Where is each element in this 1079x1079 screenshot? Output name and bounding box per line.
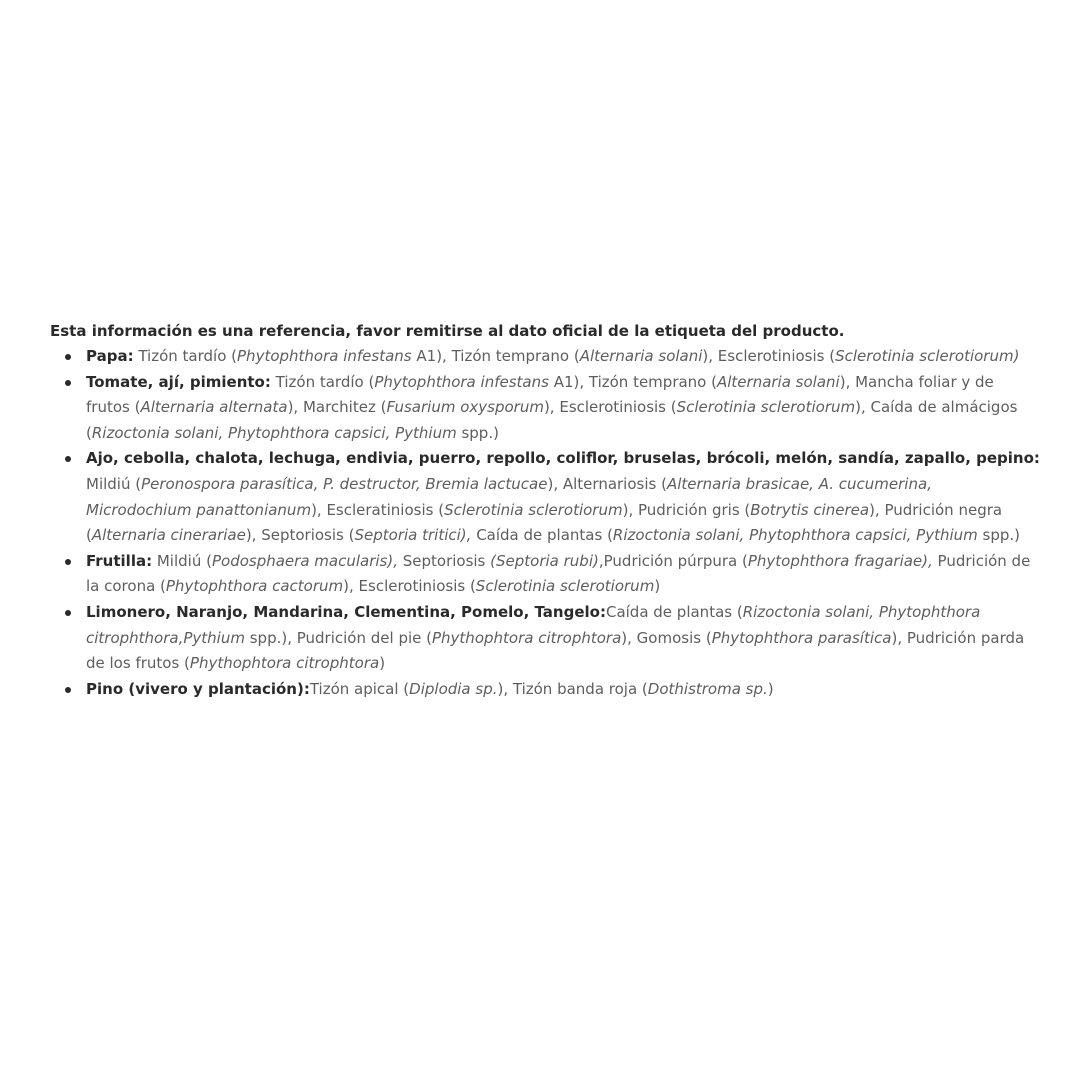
crop-disease-list [50, 344, 1040, 702]
bullet-icon [65, 354, 71, 360]
disease-text: Mildiú (Podosphaera macularis), Septoriosis (Septoria rubi),Pudrición púrpura (Phytophthora fragariae), Pudrición de la corona (Phytophthora cactorum), Esclerotiniosis (Sclerotinia sclerotiorum) [86, 551, 1031, 596]
crop-name: Pino (vivero y plantación): [86, 679, 310, 698]
list-item [50, 370, 1040, 447]
disease-text: Tizón tardío (Phytophthora infestans A1), Tizón temprano (Alternaria solani), Esclerotiniosis (Sclerotinia sclerotiorum) [133, 347, 1020, 365]
list-item [50, 446, 1040, 548]
disclaimer-heading: Esta información es una referencia, favor remitirse al dato oficial de la etiqueta del producto. [50, 322, 845, 340]
list-item [50, 600, 1040, 677]
crop-name: Tomate, ají, pimiento: [86, 372, 271, 391]
bullet-icon [65, 687, 71, 693]
crop-name: Frutilla: [86, 551, 153, 570]
disease-text: Tizón apical (Diplodia sp.), Tizón banda roja (Dothistroma sp.) [309, 679, 774, 698]
list-item [50, 344, 1040, 370]
disease-text: Tizón tardío (Phytophthora infestans A1), Tizón temprano (Alternaria solani), Mancha foliar y de frutos (Alternaria alternata), Marchitez (Fusarium oxysporum), Esclerotiniosis (Sclerotinia sclerotiorum), Caída de almácigos (Rizoctonia solani, Phytophthora capsici, Pythium spp.) [86, 372, 1018, 442]
crop-name: Ajo, cebolla, chalota, lechuga, endivia, puerro, repollo, coliflor, bruselas, brócoli, melón, sandía, zapallo, pepino: [86, 449, 1040, 468]
bullet-icon [65, 380, 71, 386]
bullet-icon [65, 456, 71, 462]
bullet-icon [65, 610, 71, 616]
disease-text: Mildiú (Peronospora parasítica, P. destructor, Bremia lactucae), Alternariosis (Alternaria brasicae, A. cucumerina, Microdochium panattonianum), Escleratiniosis (Sclerotinia sclerotiorum), Pudrición gris (Botrytis cinerea), Pudrición negra (Alternaria cinerariae), Septoriosis (Septoria tritici), Caída de plantas (Rizoctonia solani, Phytophthora capsici, Pythium spp.) [86, 474, 1021, 545]
list-item [50, 549, 1040, 600]
list-item [50, 677, 1040, 703]
disease-text: Caída de plantas (Rizoctonia solani, Phytophthora citrophthora,Pythium spp.), Pudrición del pie (Phythophtora citrophtora), Gomosis (Phytophthora parasítica), Pudrición parda de los frutos (Phythophtora citrophtora) [86, 602, 1025, 673]
product-info-block [50, 318, 1040, 702]
crop-name: Papa: [86, 347, 134, 365]
crop-name: Limonero, Naranjo, Mandarina, Clementina, Pomelo, Tangelo: [86, 602, 606, 621]
bullet-icon [65, 559, 71, 565]
